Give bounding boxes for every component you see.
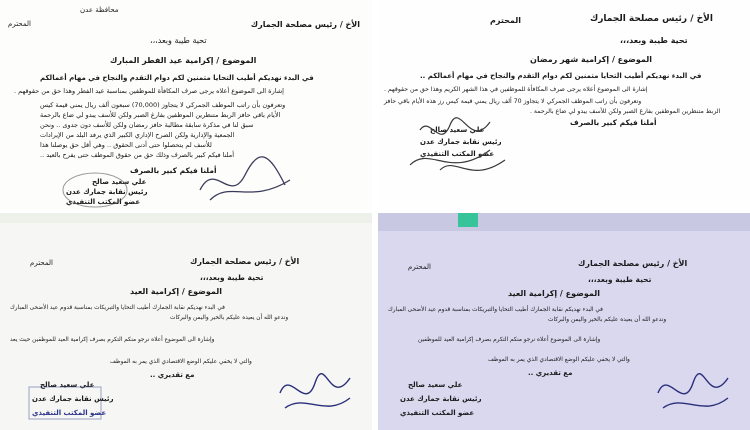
respected-label: المحترم [490,16,521,25]
greeting-line: تحية طيبة وبعد،،، [620,36,688,45]
signatory-name: علي سعيد صالح [92,178,147,186]
green-clip [458,213,478,227]
signature-scribble [648,363,738,423]
stamp-seal [60,170,130,209]
signatory-title: رئيس نقابة جمارك عدن [32,395,114,403]
document-photo-ramadan [380,0,750,209]
panel-divider-vertical [372,0,380,209]
paragraph-line: وإشارة الى الموضوع أعلاه نرجو منكم التكرم بصرف إكرامية العيد للموظفين حيث يعد [10,337,215,343]
signatory-title: رئيس نقابة جمارك عدن [400,395,482,403]
subject-line: الموضوع / إكرامية شهر رمضان [530,55,652,64]
paper-fold-shadow [378,213,750,231]
paragraph-line: في البدء نهديكم نقابة الجمارك أطيب التحايا والتبريكات بمناسبة قدوم عيد الأضحى المبارك [10,305,225,311]
paragraph-line: والتي لا يخفي عليكم الوضع الاقتصادي الذي يمر به الموظف [488,357,630,363]
signature-scribble [400,110,520,190]
paragraph-line: في البدء نهديكم أطيب التحايا متمنين لكم دوام التقدم والنجاح في مهام أعمالكم .. [420,72,702,80]
respected-label: المحترم [408,263,431,271]
signatory-member: عضو المكتب التنفيذي [32,409,107,417]
subject-line: الموضوع / إكرامية العيد [508,289,600,298]
paragraph-line: وتعرفون بأن راتب الموظف الجمركي لا يتجاوز 70 ألف ريال يمني قيمة كيس رز هذه الأيام باقي حافز [384,98,642,105]
document-photo-eid-adha-copy [378,213,750,430]
signatory-name: علي سعيد صالح [430,126,485,134]
paragraph-line: وتعرفون بأن راتب الموظف الجمركي لا يتجاوز (70,000) سبعون ألف ريال يمني قيمة كيس [40,101,286,109]
closing-line: أملنا فيكم كبير بالصرف [130,166,217,175]
document-photo-eid-adha [0,213,372,430]
signatory-member: عضو المكتب التنفيذي [420,150,495,158]
paragraph-line: وندعو الله أن يعيده عليكم بالخير واليمن والبركات [548,317,667,323]
subject-line: الموضوع / إكرامية العيد [130,287,222,296]
paragraph-line: أملنا فيكم كبير بالصرف وذلك حق من حقوق الموظف حتى يفرح بالعيد .. [40,151,235,159]
signatory-member: عضو المكتب التنفيذي [400,409,475,417]
greeting-line: تحية طيبة وبعد،،، [588,275,652,284]
respected-label: المحترم [8,20,31,28]
paragraph-line: الجمعية والإدارية ولكن الصرح الإداري الكبير الذي يرفد البلد من الإيرادات [40,131,235,139]
signatory-member: عضو المكتب التنفيذي [66,198,141,206]
paragraph-line: والتي لا يخفي عليكم الوضع الاقتصادي الذي يمر به الموظف [110,359,252,365]
signature-scribble [190,150,300,209]
addressee-line: الأخ / رئيس مصلحة الجمارك [190,257,300,266]
paragraph-line: الأيام باقي حافز الربط متنظرين الموظفين بفارغ الصبر ولكن للأسف يبدو لي ضاع بالرحمة [40,111,281,119]
header-governorate: محافظة عدن [80,6,119,14]
signatory-title: رئيس نقابة جمارك عدن [420,138,502,146]
paragraph-line: إشارة الى الموضوع أعلاه يرجى صرف المكافأة للموظفين بمناسبة عيد الفطر وهذا حق من حقوقهم . [14,87,284,95]
addressee-line: الأخ / رئيس مصلحة الجمارك [590,14,713,24]
addressee-line: الأخ / رئيس مصلحة الجمارك [250,20,360,29]
paragraph-line: وندعو الله أن يعيده عليكم بالخير واليمن والبركات [170,315,289,321]
paragraph-line: في البدء نهديكم أطيب التحايا متمنين لكم دوام التقدم والنجاح في مهام أعمالكم [40,74,314,82]
signatory-name: علي سعيد صالح [40,381,95,389]
signature-scribble [270,363,360,423]
paragraph-line: إشارة الى الموضوع أعلاه يرجى صرف المكافأة للموظفين في هذا الشهر الكريم وهذا حق من حقوقهم . [384,86,648,93]
paragraph-line: سبق لنا في مذكرة سابقة مطالبة حافز رمضان ولكن للأسف دون جدوى .. ونحن [40,121,254,129]
paragraph-line: الربط متنظرين الموظفين بفارغ الصبر ولكن للأسف يبدو لي ضاع بالرحمة . [530,108,721,115]
stamp-seal [25,383,105,423]
closing-line: مع تقديري .. [528,369,573,377]
document-photo-eid-fitr [0,0,372,209]
closing-line: أملنا فيكم كبير بالصرف [570,118,657,127]
greeting-line: تحية طيبة وبعد،،، [150,36,207,45]
paragraph-line: في البدء نهديكم نقابة الجمارك أطيب التحايا والتبريكات بمناسبة قدوم عيد الأضحى المبارك [388,307,603,313]
paragraph-line: وإشارة الى الموضوع أعلاه نرجو منكم التكرم بصرف إكرامية العيد للموظفين [418,337,601,343]
addressee-line: الأخ / رئيس مصلحة الجمارك [578,259,688,268]
signatory-name: علي سعيد صالح [408,381,463,389]
greeting-line: تحية طيبة وبعد،،، [200,273,264,282]
signatory-title: رئيس نقابة جمارك عدن [66,188,148,196]
closing-line: مع تقديري .. [150,371,195,379]
respected-label: المحترم [30,259,53,267]
paper-edge [0,213,372,223]
subject-line: الموضوع / إكرامية عيد الفطر المبارك [110,56,257,65]
paragraph-line: للأسف لم يتحصلوا حتى أدنى الحقوق .. وهي أقل حق يوصلنا هذا [40,141,212,149]
